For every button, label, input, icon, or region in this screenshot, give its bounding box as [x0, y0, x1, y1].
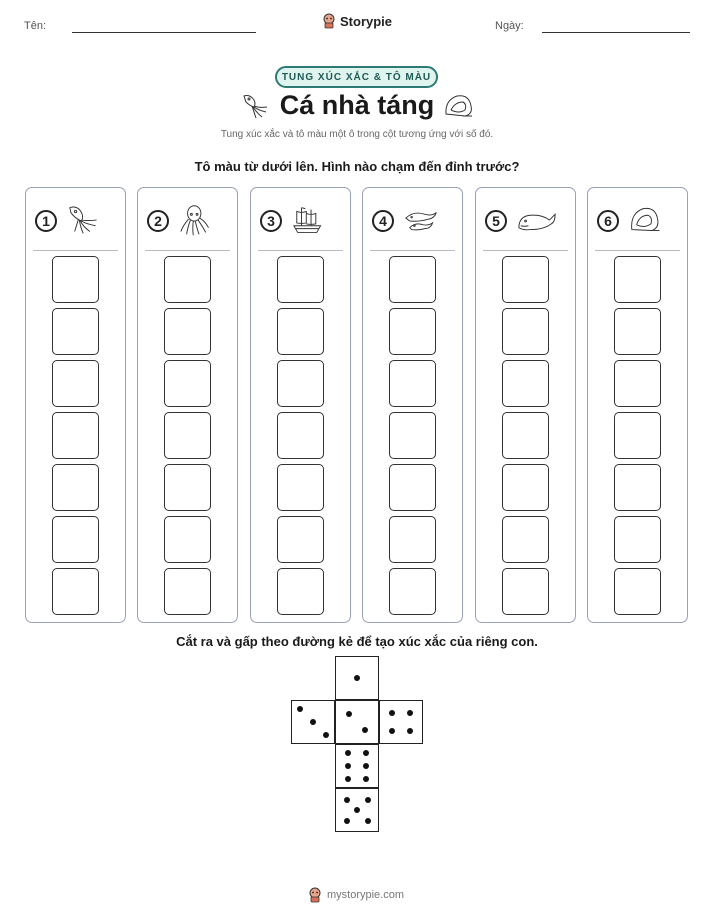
storypie-mascot-icon — [308, 887, 322, 903]
whales-icon — [404, 204, 444, 238]
die-pip — [345, 776, 351, 782]
color-box[interactable] — [614, 360, 661, 407]
ambergris-icon — [629, 204, 669, 238]
color-box[interactable] — [52, 568, 99, 615]
column-header — [485, 203, 569, 239]
cut-instruction: Cắt ra và gấp theo đường kẻ để tạo xúc xắc của riêng con. — [176, 634, 538, 649]
die-face-one — [335, 656, 379, 700]
color-box[interactable] — [502, 568, 549, 615]
column-number: 1 — [35, 210, 57, 232]
column-number: 4 — [372, 210, 394, 232]
page-subtitle: Tung xúc xắc và tô màu một ô trong cột tương ứng với số đó. — [220, 129, 494, 140]
color-box[interactable] — [614, 568, 661, 615]
color-box[interactable] — [502, 308, 549, 355]
color-box[interactable] — [164, 568, 211, 615]
color-box[interactable] — [277, 464, 324, 511]
color-box[interactable] — [614, 412, 661, 459]
die-pip — [389, 710, 395, 716]
coloring-instruction: Tô màu từ dưới lên. Hình nào chạm đến đỉnh trước? — [194, 159, 520, 174]
color-box[interactable] — [164, 308, 211, 355]
color-box[interactable] — [502, 256, 549, 303]
name-label: Tên: — [24, 20, 47, 32]
column-header — [260, 203, 344, 239]
color-box[interactable] — [52, 464, 99, 511]
column-divider — [595, 250, 680, 251]
die-pip — [354, 807, 360, 813]
sperm-whale-icon — [517, 204, 557, 238]
color-box[interactable] — [277, 516, 324, 563]
die-pip — [365, 818, 371, 824]
date-line[interactable] — [542, 32, 690, 33]
color-box[interactable] — [389, 412, 436, 459]
date-label: Ngày: — [495, 20, 524, 32]
die-pip — [407, 710, 413, 716]
color-box[interactable] — [164, 360, 211, 407]
color-box[interactable] — [164, 412, 211, 459]
color-box[interactable] — [389, 568, 436, 615]
color-box[interactable] — [164, 516, 211, 563]
color-box[interactable] — [277, 412, 324, 459]
column-2 — [137, 187, 238, 623]
color-box[interactable] — [614, 256, 661, 303]
color-box[interactable] — [389, 308, 436, 355]
column-header — [372, 203, 456, 239]
color-box[interactable] — [277, 308, 324, 355]
color-box[interactable] — [502, 412, 549, 459]
color-box[interactable] — [164, 256, 211, 303]
column-5 — [475, 187, 576, 623]
column-divider — [370, 250, 455, 251]
color-box[interactable] — [389, 360, 436, 407]
column-divider — [483, 250, 568, 251]
column-3 — [250, 187, 351, 623]
die-pip — [323, 732, 329, 738]
color-box[interactable] — [277, 360, 324, 407]
column-divider — [258, 250, 343, 251]
color-box[interactable] — [389, 256, 436, 303]
column-header — [597, 203, 681, 239]
die-face-two — [335, 700, 379, 744]
footer — [308, 887, 404, 903]
storypie-mascot-icon — [322, 13, 336, 29]
ship-icon — [292, 204, 332, 238]
die-pip — [407, 728, 413, 734]
footer-url: mystorypie.com — [327, 889, 405, 901]
column-number: 2 — [147, 210, 169, 232]
activity-badge: TUNG XÚC XẮC & TÔ MÀU — [275, 66, 438, 88]
column-number: 5 — [485, 210, 507, 232]
color-box[interactable] — [52, 360, 99, 407]
die-pip — [363, 763, 369, 769]
die-pip — [297, 706, 303, 712]
brand-logo — [322, 13, 392, 29]
color-box[interactable] — [389, 516, 436, 563]
squid-icon — [67, 204, 107, 238]
color-box[interactable] — [389, 464, 436, 511]
color-box[interactable] — [614, 516, 661, 563]
color-box[interactable] — [52, 256, 99, 303]
color-box[interactable] — [164, 464, 211, 511]
die-face-five — [335, 788, 379, 832]
color-box[interactable] — [277, 568, 324, 615]
die-face-three — [291, 700, 335, 744]
die-face-four — [379, 700, 423, 744]
column-4 — [362, 187, 463, 623]
color-box[interactable] — [502, 516, 549, 563]
die-pip — [346, 711, 352, 717]
color-box[interactable] — [52, 516, 99, 563]
die-pip — [363, 750, 369, 756]
die-pip — [345, 750, 351, 756]
column-divider — [33, 250, 118, 251]
column-divider — [145, 250, 230, 251]
color-box[interactable] — [502, 360, 549, 407]
column-1 — [25, 187, 126, 623]
die-pip — [310, 719, 316, 725]
octopus-icon — [179, 204, 219, 238]
column-header — [35, 203, 119, 239]
color-box[interactable] — [614, 464, 661, 511]
die-pip — [354, 675, 360, 681]
column-header — [147, 203, 231, 239]
die-face-six — [335, 744, 379, 788]
die-pip — [345, 763, 351, 769]
name-line[interactable] — [72, 32, 256, 33]
die-pip — [389, 728, 395, 734]
die-pip — [365, 797, 371, 803]
column-6 — [587, 187, 688, 623]
die-pip — [344, 818, 350, 824]
die-pip — [362, 727, 368, 733]
die-pip — [344, 797, 350, 803]
color-box[interactable] — [502, 464, 549, 511]
column-number: 6 — [597, 210, 619, 232]
page-title: Cá nhà táng — [279, 90, 435, 120]
column-number: 3 — [260, 210, 282, 232]
color-box[interactable] — [52, 308, 99, 355]
ambergris-icon — [443, 92, 475, 120]
color-box[interactable] — [277, 256, 324, 303]
color-box[interactable] — [52, 412, 99, 459]
color-box[interactable] — [614, 308, 661, 355]
die-pip — [363, 776, 369, 782]
brand-name: Storypie — [340, 13, 393, 29]
